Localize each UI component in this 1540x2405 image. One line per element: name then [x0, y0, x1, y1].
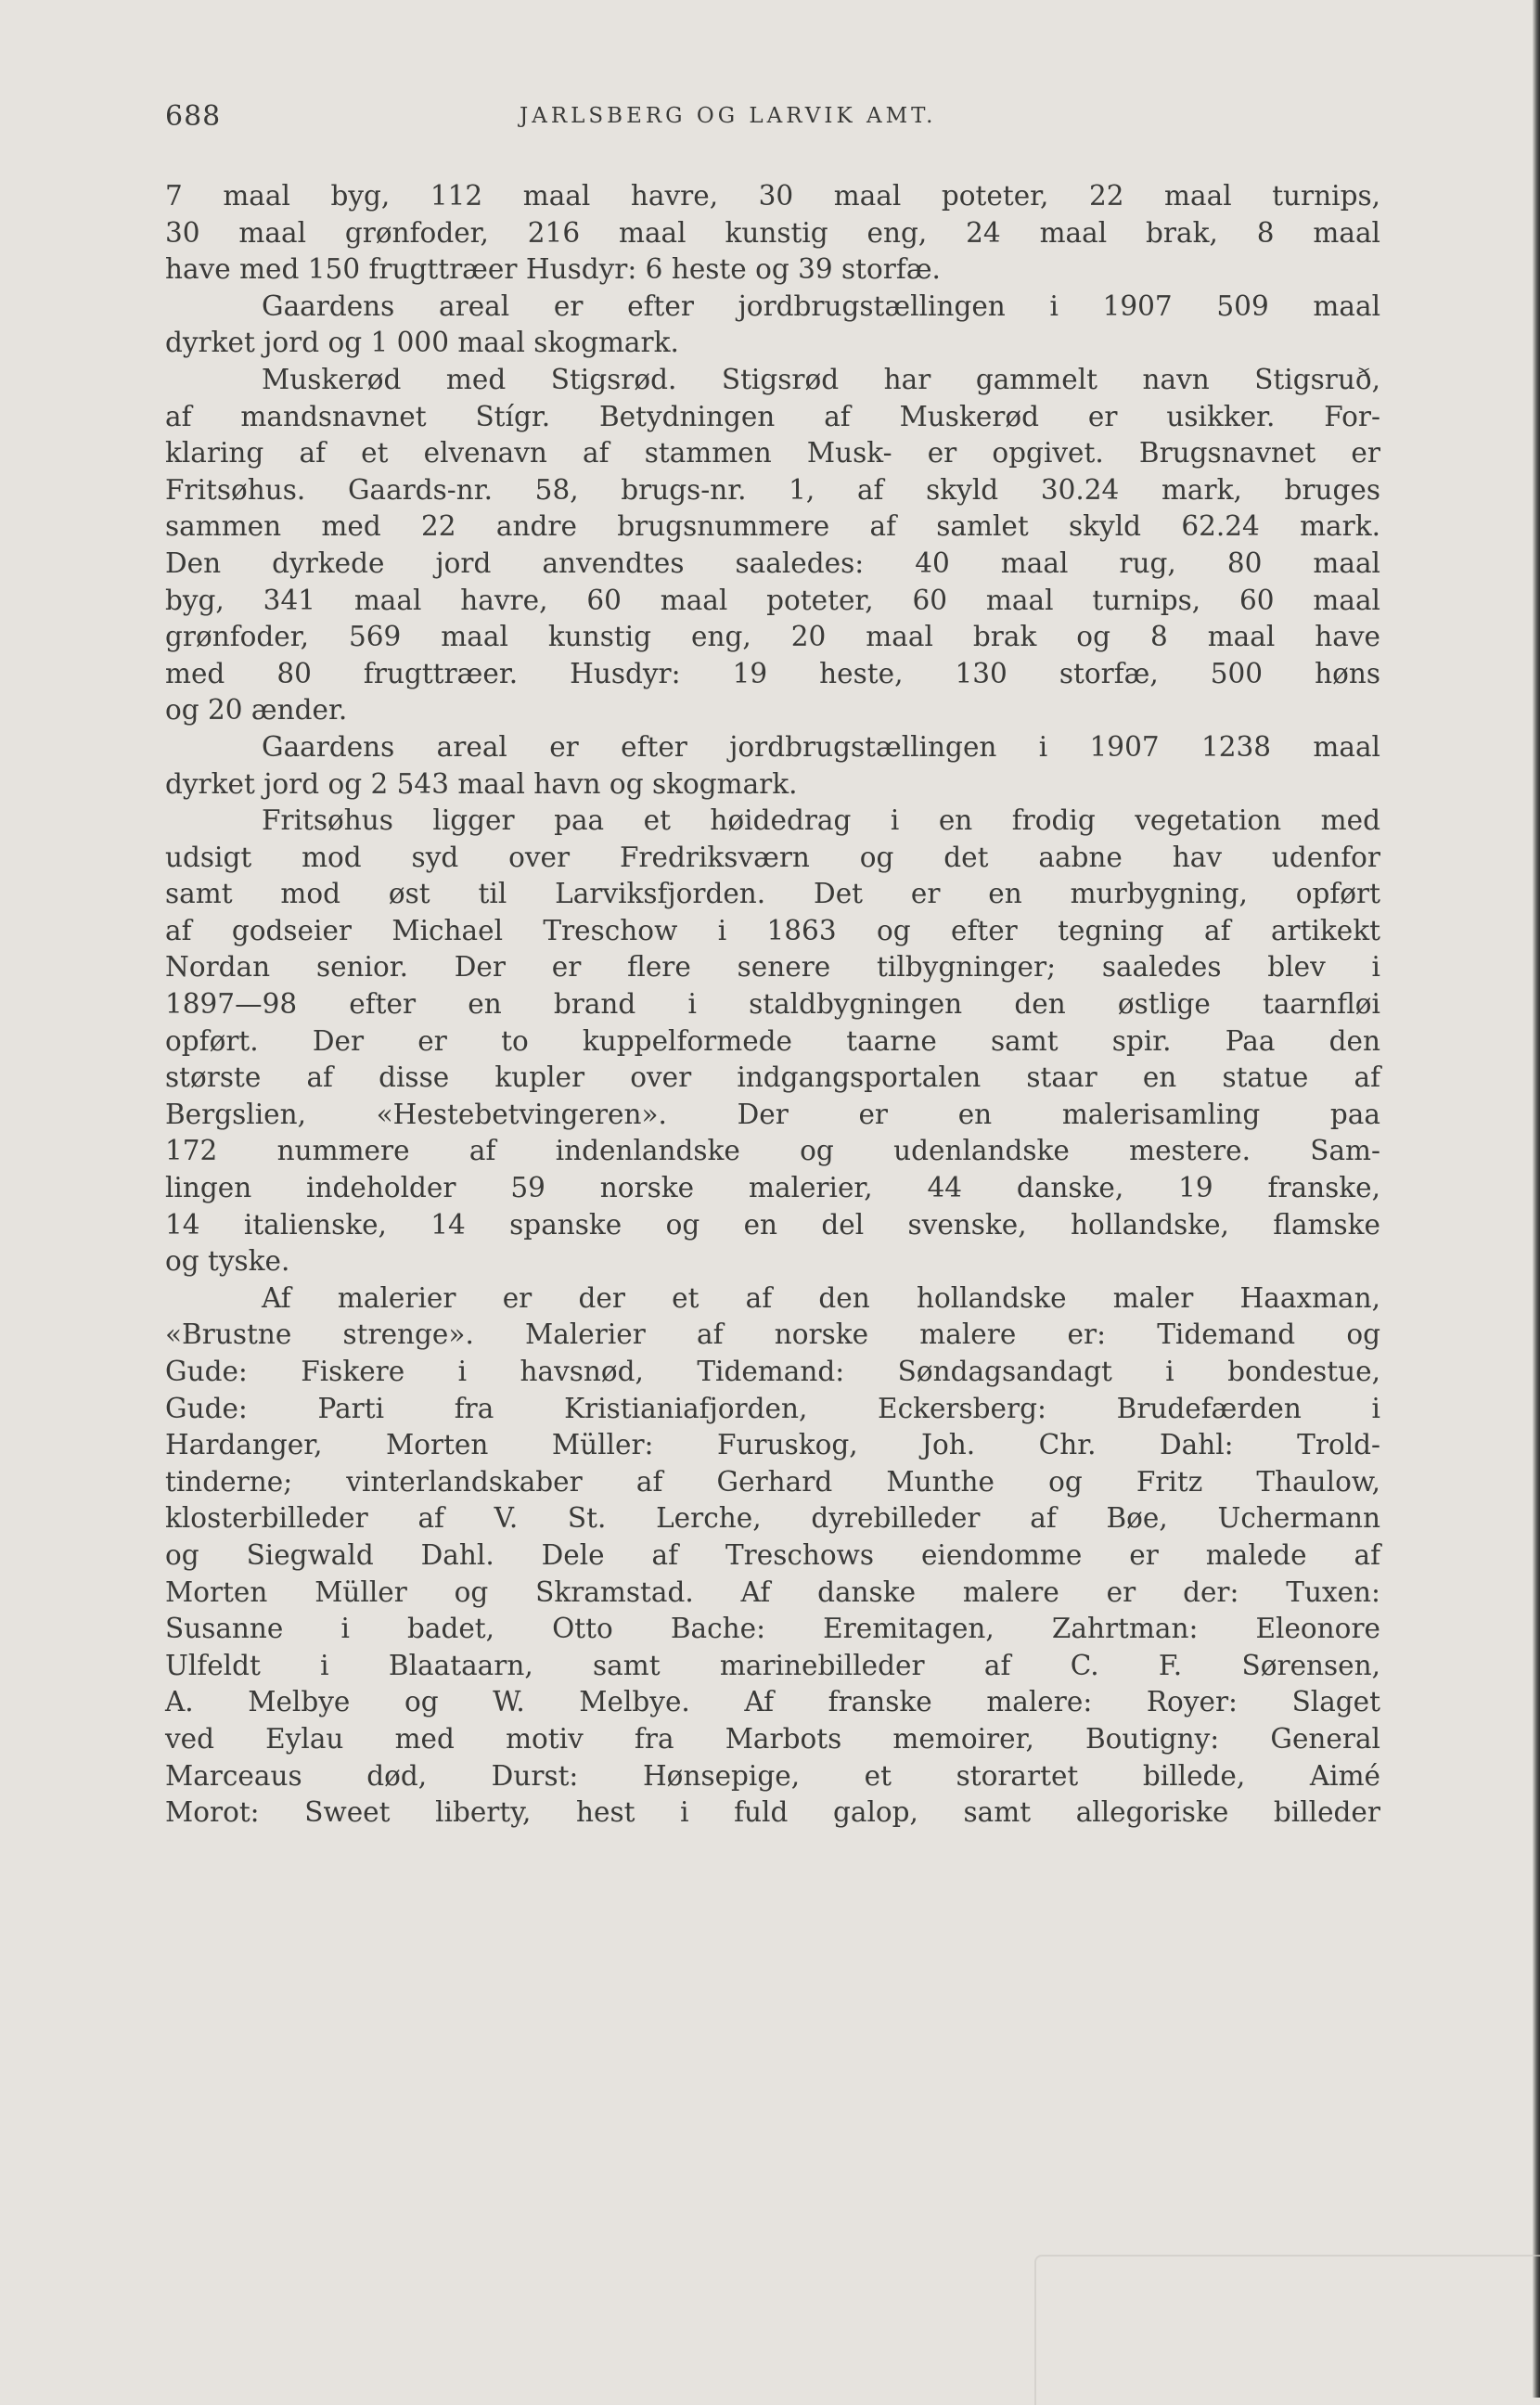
text-line: Fritsøhus ligger paa et høidedrag i en frodig vegetation med	[262, 804, 1380, 837]
page-edge	[1533, 0, 1540, 2398]
text-line: Gude: Parti fra Kristianiafjorden, Eckersberg: Brudefærden i	[165, 1392, 1380, 1424]
running-title: JARLSBERG OG LARVIK AMT.	[520, 104, 937, 128]
text-line: byg, 341 maal havre, 60 maal poteter, 60 maal turnips, 60 maal	[165, 584, 1380, 616]
text-line: Gude: Fiskere i havsnød, Tidemand: Søndagsandagt i bondestue,	[165, 1356, 1380, 1387]
text-line: udsigt mod syd over Fredriksværn og det aabne hav udenfor	[165, 841, 1380, 873]
text-line: Nordan senior. Der er flere senere tilbygninger; saaledes blev i	[165, 951, 1380, 984]
text-line: 1897—98 efter en brand i staldbygningen den østlige taarnfløi	[165, 988, 1380, 1021]
running-header	[165, 100, 1380, 141]
text-line: grønfoder, 569 maal kunstig eng, 20 maal brak og 8 maal have	[165, 621, 1380, 653]
text-line: Fritsøhus. Gaards-nr. 58, brugs-nr. 1, af skyld 30.24 mark, bruges	[165, 473, 1380, 506]
text-line: «Brustne strenge». Malerier af norske malere er: Tidemand og	[165, 1318, 1380, 1351]
text-line: samt mod øst til Larviksfjorden. Det er en murbygning, opført	[165, 878, 1380, 910]
text-line: Bergslien, «Hestebetvingeren». Der er en malerisamling paa	[165, 1098, 1380, 1130]
page-number: 688	[165, 100, 222, 133]
text-line: og Siegwald Dahl. Dele af Treschows eiendomme er malede af	[165, 1538, 1380, 1571]
text-line: A. Melbye og W. Melbye. Af franske malere: Royer: Slaget	[165, 1686, 1380, 1718]
text-line: tinderne; vinterlandskaber af Gerhard Munthe og Fritz Thaulow,	[165, 1465, 1380, 1498]
text-line: Muskerød med Stigsrød. Stigsrød har gammelt navn Stigsruð,	[262, 363, 1380, 395]
text-line: Af malerier er der et af den hollandske maler Haaxman,	[262, 1281, 1380, 1314]
text-line: lingen indeholder 59 norske malerier, 44 danske, 19 franske,	[165, 1172, 1380, 1204]
text-line: Hardanger, Morten Müller: Furuskog, Joh. Chr. Dahl: Trold-	[165, 1429, 1380, 1461]
text-line: klosterbilleder af V. St. Lerche, dyrebilleder af Bøe, Uchermann	[165, 1502, 1380, 1535]
text-line: opført. Der er to kuppelformede taarne samt spir. Paa den	[165, 1024, 1380, 1057]
text-line: største af disse kupler over indgangsportalen staar en statue af	[165, 1061, 1380, 1094]
text-line: Marceaus død, Durst: Hønsepige, et storartet billede, Aimé	[165, 1759, 1380, 1792]
text-line: 172 nummere af indenlandske og udenlandske mestere. Sam-	[165, 1135, 1380, 1167]
text-line: Morot: Sweet liberty, hest i fuld galop, samt allegoriske billeder	[165, 1796, 1380, 1829]
text-line: og tyske.	[165, 1245, 290, 1278]
text-line: sammen med 22 andre brugsnummere af samlet skyld 62.24 mark.	[165, 510, 1380, 543]
text-line: Ulfeldt i Blaataarn, samt marinebilleder af C. F. Sørensen,	[165, 1649, 1380, 1681]
text-line: Morten Müller og Skramstad. Af danske malere er der: Tuxen:	[165, 1575, 1380, 1608]
text-line: dyrket jord og 2 543 maal havn og skogmark.	[165, 767, 798, 800]
text-line: Den dyrkede jord anvendtes saaledes: 40 maal rug, 80 maal	[165, 547, 1380, 579]
text-line: Gaardens areal er efter jordbrugstællingen i 1907 1238 maal	[262, 730, 1380, 763]
text-line: dyrket jord og 1 000 maal skogmark.	[165, 327, 679, 359]
text-line: 7 maal byg, 112 maal havre, 30 maal poteter, 22 maal turnips,	[165, 180, 1380, 212]
text-line: Susanne i badet, Otto Bache: Eremitagen, Zahrtman: Eleonore	[165, 1613, 1380, 1645]
text-line: 14 italienske, 14 spanske og en del svenske, hollandske, flamske	[165, 1208, 1380, 1241]
text-line: ved Eylau med motiv fra Marbots memoirer, Boutigny: General	[165, 1722, 1380, 1755]
text-line: af godseier Michael Treschow i 1863 og efter tegning af artikekt	[165, 914, 1380, 946]
text-line: med 80 frugttræer. Husdyr: 19 heste, 130 storfæ, 500 høns	[165, 657, 1380, 689]
body-text	[165, 178, 1380, 1832]
text-line: og 20 ænder.	[165, 694, 348, 727]
text-line: klaring af et elvenavn af stammen Musk- er opgivet. Brugsnavnet er	[165, 437, 1380, 469]
page-fold-mark	[1034, 2255, 1540, 2405]
text-line: af mandsnavnet Stígr. Betydningen af Muskerød er usikker. For-	[165, 400, 1380, 432]
text-line: Gaardens areal er efter jordbrugstællingen i 1907 509 maal	[262, 289, 1380, 322]
text-line: have med 150 frugttræer Husdyr: 6 heste og 39 storfæ.	[165, 253, 941, 286]
text-line: 30 maal grønfoder, 216 maal kunstig eng, 24 maal brak, 8 maal	[165, 216, 1380, 249]
